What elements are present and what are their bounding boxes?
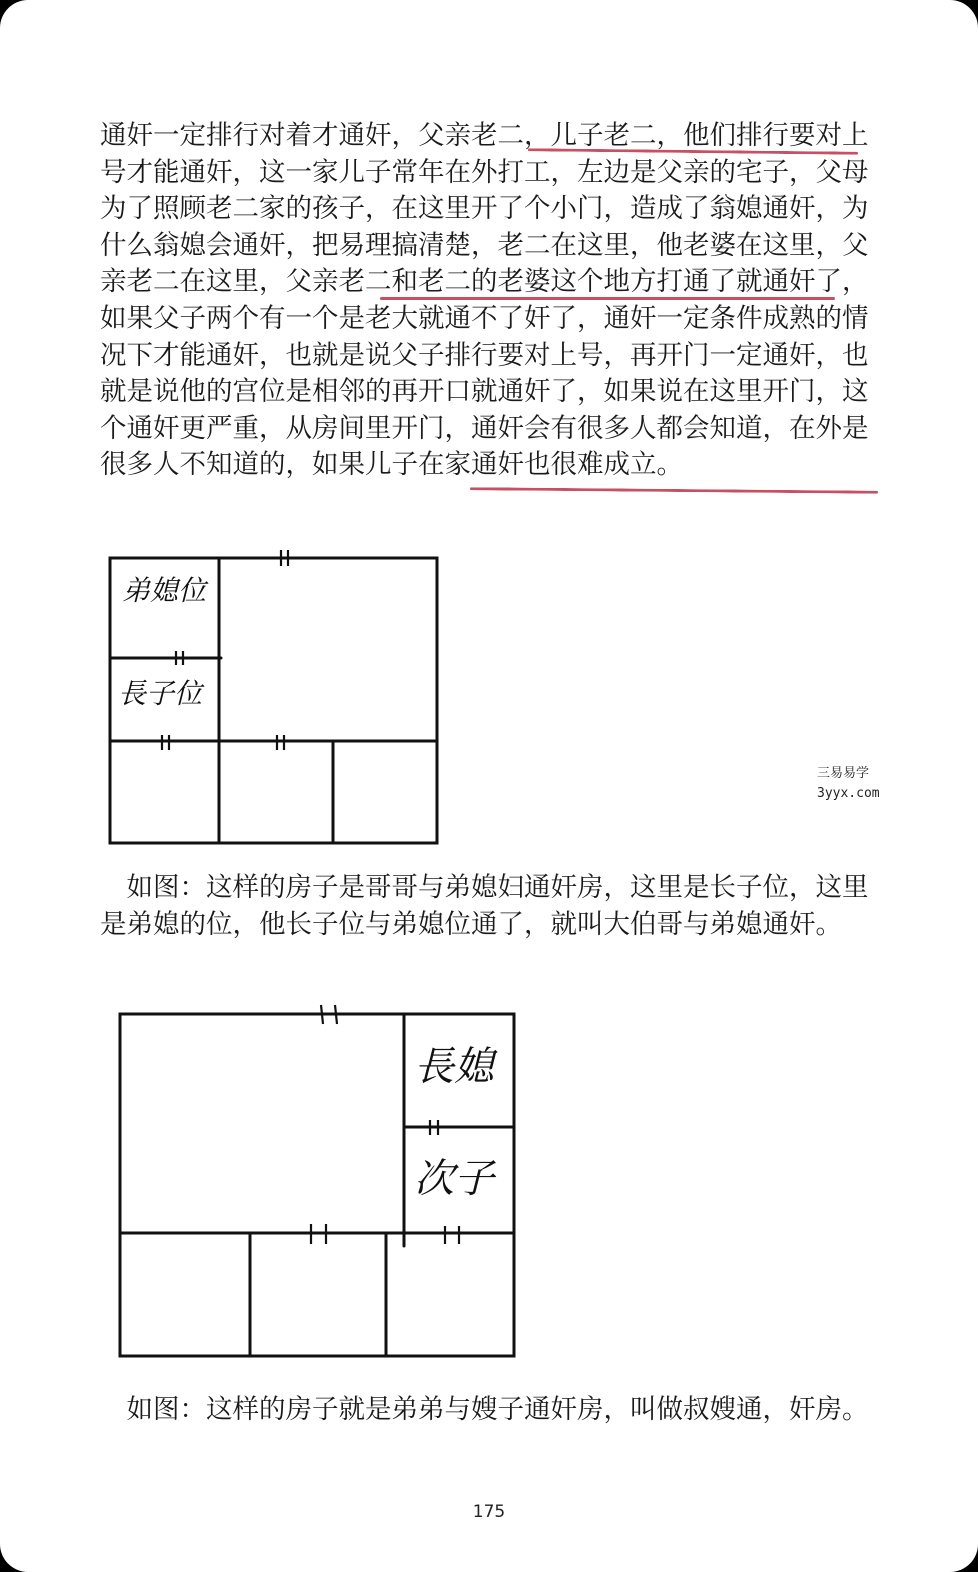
underline-stroke bbox=[470, 487, 878, 494]
room-label-bottom: 長子位 bbox=[118, 677, 203, 710]
paragraph-3: 如图：这样的房子就是弟弟与嫂子通奸房，叫做叔嫂通，奸房。 bbox=[100, 1394, 869, 1425]
watermark bbox=[817, 764, 880, 804]
paragraph-1: 通奸一定排行对着才通奸，父亲老二，儿子老二，他们排行要对上号才能通奸，这一家儿子常年在外打工，左边是父亲的宅子，父母为了照顾老二家的孩子，在这里开了个小门，造成了翁媳通奸，为什么翁媳会通奸，把易理搞清楚，老二在这里，他老婆在这里，父亲老二在这里，父亲老二和老二的老婆这个地方打通了就通奸了，如果父子两个有一个是老大就通不了奸了，通奸一定条件成熟的情况下才能通奸，也就是说父子排行要对上号，再开门一定通奸，也就是说他的宫位是相邻的再开口就通奸了，如果说在这里开门，这个通奸更严重，从房间里开门，通奸会有很多人都会知道，在外是很多人不知道的，如果儿子在家通奸也很难成立。 bbox=[100, 120, 869, 481]
room-label-bottom: 次子 bbox=[414, 1156, 494, 1202]
paragraph-2: 如图：这样的房子是哥哥与弟媳妇通奸房，这里是长子位，这里是弟媳的位，他长子位与弟媳位通了，就叫大伯哥与弟媳通奸。 bbox=[100, 872, 869, 940]
watermark-line-1: 三易易学 bbox=[817, 766, 870, 781]
floor-plan-1 bbox=[100, 545, 445, 850]
floor-plan-2 bbox=[110, 1000, 525, 1365]
room-label-top: 弟媳位 bbox=[122, 574, 207, 607]
room-label-top: 長媳 bbox=[414, 1044, 494, 1090]
watermark-line-2: 3yyx.com bbox=[817, 786, 880, 801]
page-number: 175 bbox=[472, 1502, 506, 1522]
door-marks bbox=[311, 1005, 459, 1244]
underline-stroke bbox=[380, 297, 835, 300]
